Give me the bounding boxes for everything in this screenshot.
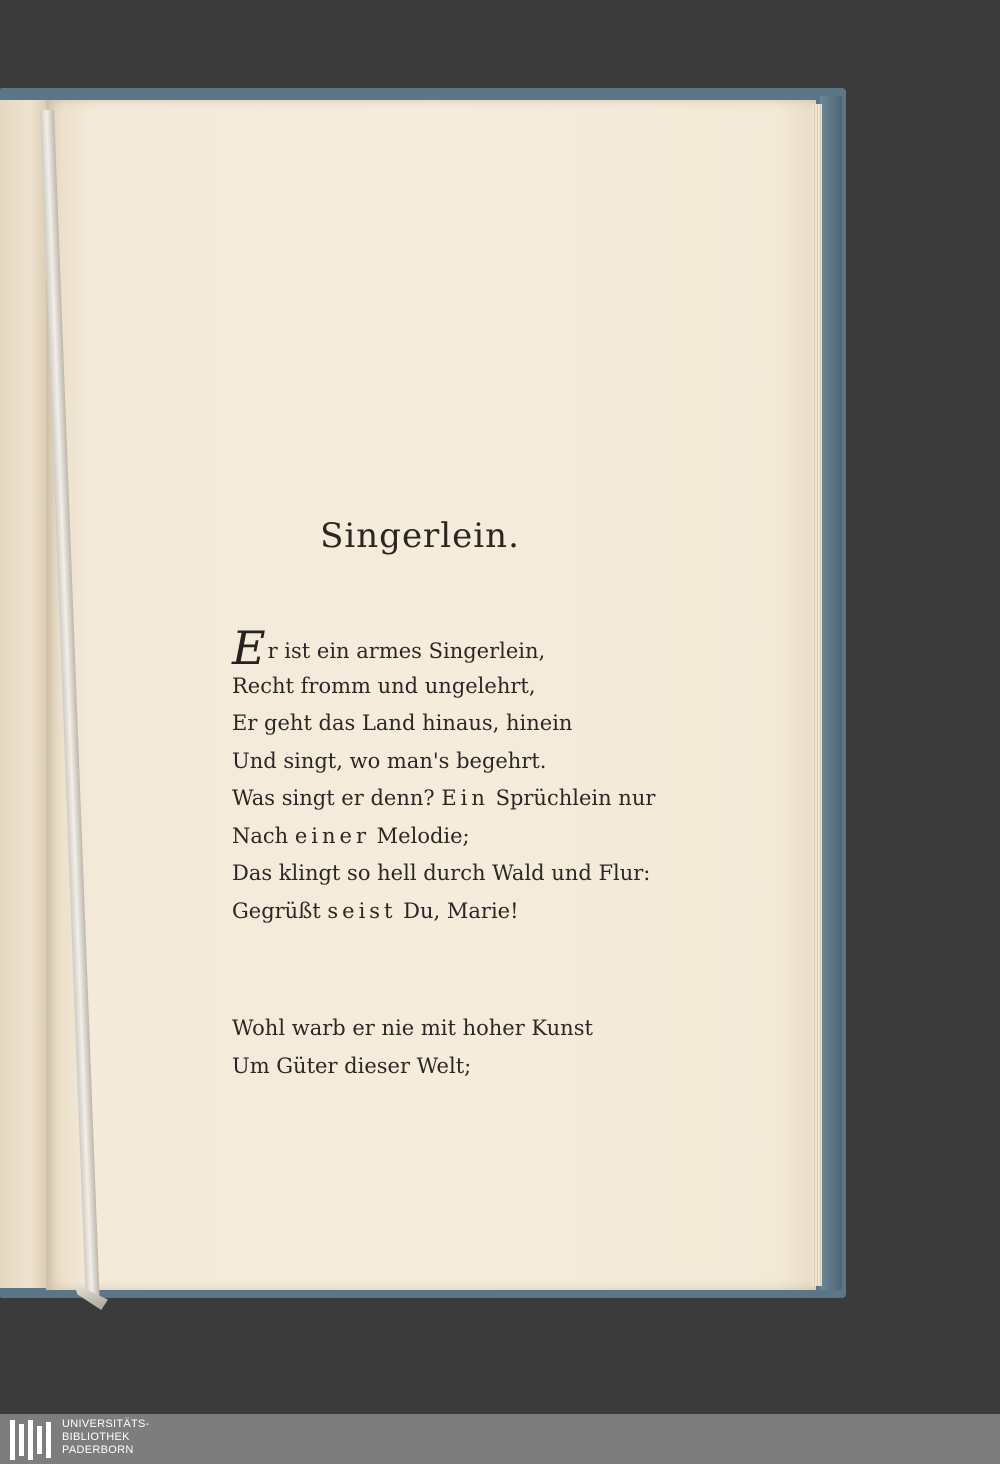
footer-bar xyxy=(0,1414,1000,1464)
left-page xyxy=(0,100,50,1288)
poem-line xyxy=(232,621,692,675)
line-text: Melodie; xyxy=(370,823,470,848)
library-logo-text xyxy=(62,1418,150,1457)
stanza-1 xyxy=(232,621,692,930)
poem-line: Das klingt so hell durch Wald und Flur: xyxy=(232,861,651,885)
page-edges xyxy=(812,104,822,1286)
emphasized-word: Ein xyxy=(441,786,489,810)
poem-line xyxy=(232,780,692,818)
stanza-2 xyxy=(232,1010,692,1085)
emphasized-word: seist xyxy=(327,898,397,923)
poem-line: Recht fromm und ungelehrt, xyxy=(232,673,536,698)
line-text: r ist ein armes Singerlein, xyxy=(267,639,546,663)
line-text: Gegrüßt xyxy=(232,898,328,923)
poem-line xyxy=(232,893,692,931)
poem-line: Wohl warb er nie mit hoher Kunst xyxy=(232,1016,593,1040)
poem-title: Singerlein. xyxy=(320,516,520,556)
logo-line: PADERBORN xyxy=(62,1444,134,1456)
logo-line: BIBLIOTHEK xyxy=(62,1431,130,1443)
drop-cap: E xyxy=(232,621,266,675)
poem-line: Und singt, wo man's begehrt. xyxy=(232,748,547,773)
cover-edge xyxy=(820,96,842,1290)
library-logo-icon xyxy=(10,1420,54,1460)
line-text: Was singt er denn? xyxy=(232,786,442,810)
poem-line xyxy=(232,818,692,856)
poem-line: Er geht das Land hinaus, hinein xyxy=(232,711,573,735)
poem-line: Um Güter dieser Welt; xyxy=(232,1053,472,1078)
line-text: Nach xyxy=(232,823,295,848)
emphasized-word: einer xyxy=(294,823,370,848)
line-text: Du, Marie! xyxy=(396,898,519,923)
logo-line: UNIVERSITÄTS- xyxy=(62,1418,150,1430)
line-text: Sprüchlein nur xyxy=(488,786,656,810)
